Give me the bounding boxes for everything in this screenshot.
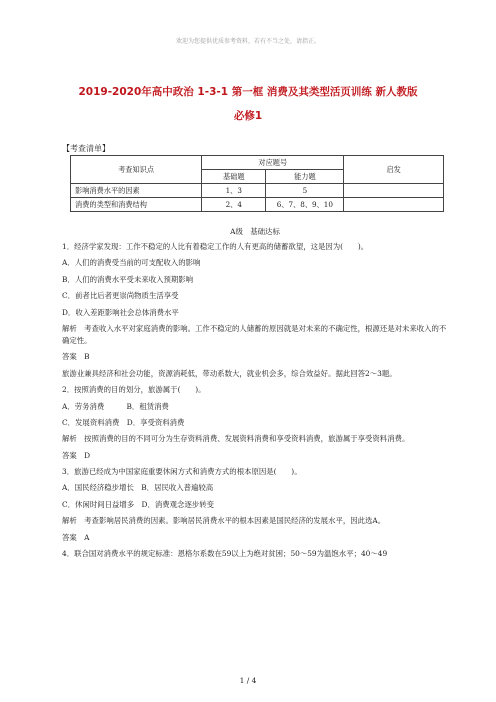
level-heading-block (62, 226, 448, 238)
table-header-knowledge: 考查知识点 (71, 156, 202, 184)
table-subheader-ability: 能力题 (266, 170, 344, 184)
table-cell-point: 消费的类型和消费结构 (71, 198, 202, 212)
table-cell-basic: 2、4 (202, 198, 266, 212)
table-header-insight: 启发 (344, 156, 444, 184)
checklist-label: 【考查清单】 (62, 144, 110, 153)
question-1-stem: 1．经济学家发现：工作不稳定的人比有着稳定工作的人有更高的储蓄欲望，这是因为( )。 (62, 242, 369, 251)
question-3-options-cd: C．休闲时间日益增多 D．消费观念逐步转变 (62, 499, 215, 509)
question-3-stem: 3．旅游已经成为中国家庭重要休闲方式和消费方式的根本原因是( )。 (62, 467, 302, 477)
question-2-answer: 答案 D (62, 450, 91, 460)
checklist-table (70, 155, 444, 212)
question-1-option-a: A．人们的消费受当前的可支配收入的影响 (62, 258, 201, 268)
question-2-options-cd: C．发展资料消费 D．享受资料消费 (62, 417, 185, 427)
table-cell-insight (344, 198, 444, 212)
table-cell-ability: 5 (266, 184, 344, 198)
question-3-analysis: 解析 考查影响居民消费的因素。影响居民消费水平的根本因素是国民经济的发展水平，因此选A。 (62, 516, 386, 526)
question-1-option-d: D．收入差距影响社会总体消费水平 (62, 307, 179, 317)
header-note: 欢迎为您提供优质参考资料，若有不当之处，请指正。 (175, 38, 320, 45)
table-cell-basic: 1、3 (202, 184, 266, 198)
document-title-line1: 2019-2020年高中政治 1-3-1 第一框 消费及其类型活页训练 新人教版 (78, 86, 418, 98)
table-row (71, 184, 444, 198)
question-2-stem: 2．按照消费的目的划分，旅游属于( )。 (62, 385, 206, 395)
question-3-options-ab: A．国民经济稳步增长 B．居民收入普遍较高 (62, 483, 214, 493)
table-cell-point: 影响消费水平的因素 (71, 184, 202, 198)
table-subheader-basic: 基础题 (202, 170, 266, 184)
table-row (71, 198, 444, 212)
page-number: 1 / 4 (239, 676, 257, 685)
material-intro: 旅游业兼具经济和社会功能，资源消耗低，带动系数大，就业机会多，综合效益好。据此回答2～3题。 (62, 368, 397, 378)
document-title-line2: 必修1 (233, 110, 263, 122)
question-1-answer: 答案 B (62, 352, 90, 362)
question-1-option-b: B．人们的消费水平受未来收入预期影响 (62, 274, 194, 284)
question-4-stem: 4．联合国对消费水平的规定标准：恩格尔系数在59以上为绝对贫困；50～59为温饱水平；40～49 (62, 549, 388, 559)
table-cell-insight (344, 184, 444, 198)
question-1-option-c: C．前者比后者更崇尚物质生活享受 (62, 291, 179, 301)
question-body (62, 241, 448, 564)
question-3-answer: 答案 A (62, 532, 90, 542)
question-2-analysis: 解析 按照消费的目的不同可分为生存资料消费、发展资料消费和享受资料消费，旅游属于享受资料消费。 (62, 434, 410, 444)
question-1-analysis: 解析 考查收入水平对家庭消费的影响。工作不稳定的人储蓄的原因就是对未来的不确定性，根源还是对未来收入的不确定性。 (62, 323, 447, 345)
level-heading: A级 基础达标 (230, 227, 280, 236)
table-header-question-numbers: 对应题号 (202, 156, 344, 170)
question-2-options-ab: A．劳务消费 B．租赁消费 (62, 401, 169, 411)
table-cell-ability: 6、7、8、9、10 (266, 198, 344, 212)
